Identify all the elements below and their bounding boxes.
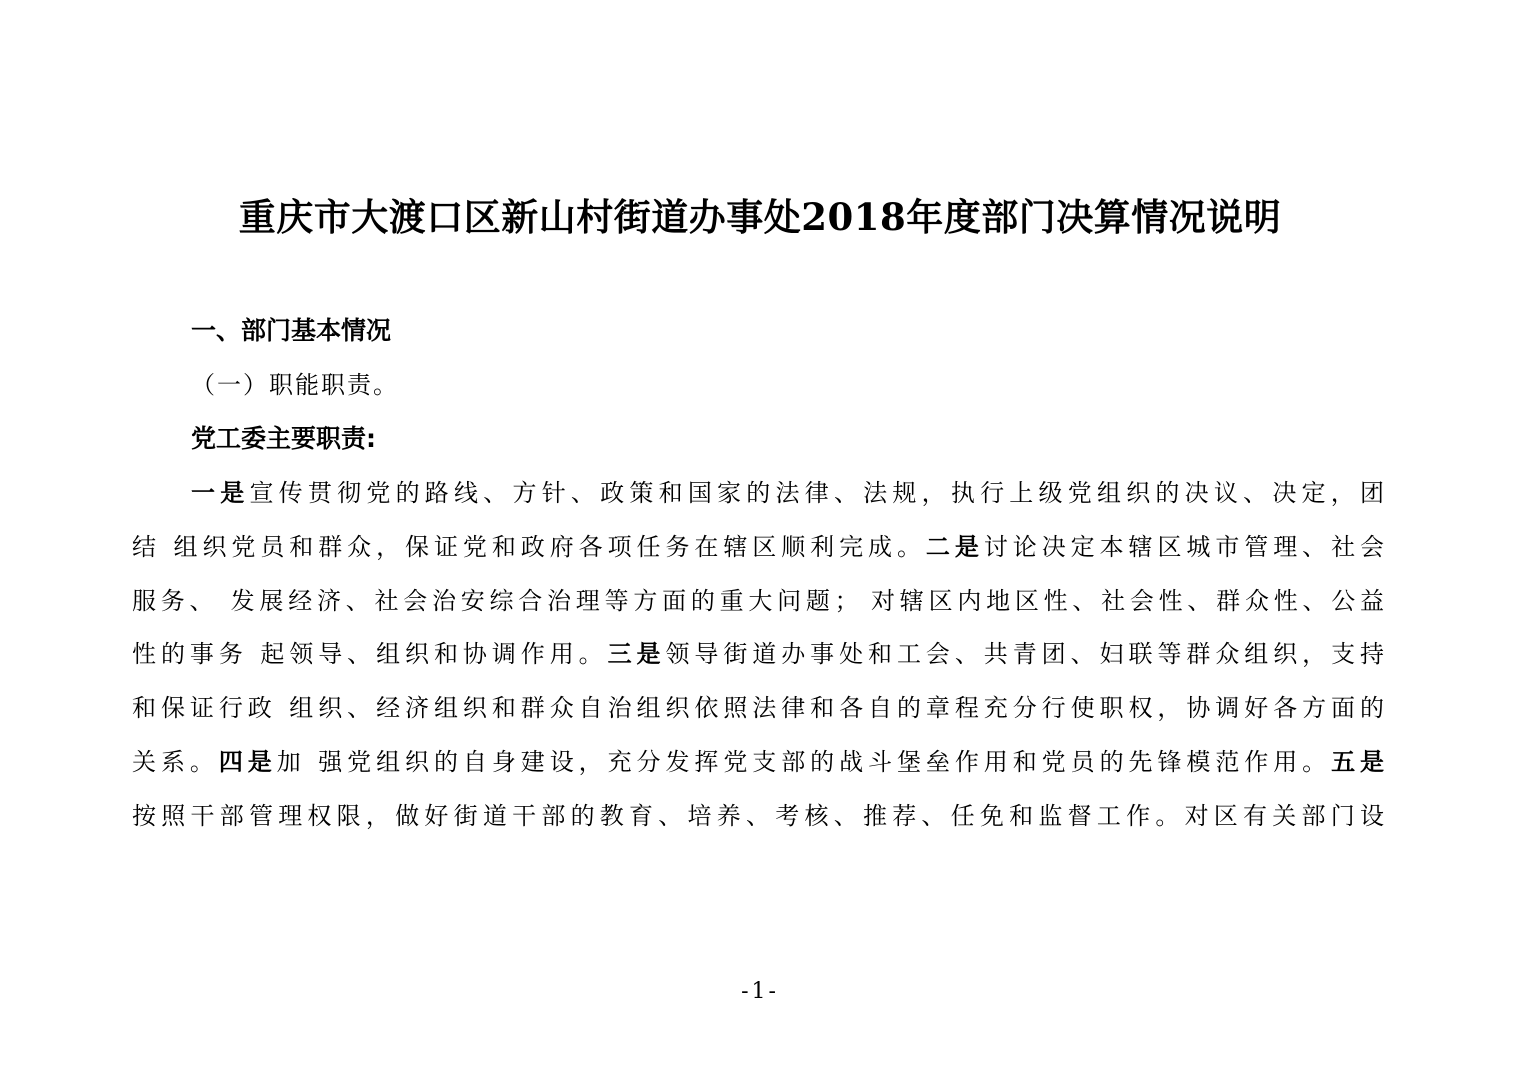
line-text: 宣传贯彻党的路线、方针、政策和国家的法律、法规，执行上级党组织的决议、决定，团 xyxy=(249,479,1385,507)
line-text: 按照干部管理权限，做好街道干部的教育、培养、考核、推荐、任免和监督工作。对区有关部门设 xyxy=(132,802,1384,830)
keyword: 二是 xyxy=(925,533,984,561)
line-text: 关系。 xyxy=(132,748,219,776)
paragraph-line xyxy=(132,797,1384,835)
line-text: 讨论决定本辖区城市管理、社会 xyxy=(983,533,1385,561)
paragraph-line xyxy=(132,689,1384,727)
keyword: 三是 xyxy=(607,640,666,668)
line-text: 和保证行政 组织、经济组织和群众自治组织依照法律和各自的章程充分行使职权，协调好各方面的 xyxy=(132,694,1384,722)
line-text: 结 组织党员和群众，保证党和政府各项任务在辖区顺利完成。 xyxy=(132,533,926,561)
keyword: 一是 xyxy=(191,479,250,507)
paragraph-line xyxy=(132,743,1384,781)
line-text: 加 强党组织的自身建设，充分发挥党支部的战斗堡垒作用和党员的先锋模范作用。 xyxy=(276,748,1332,776)
keyword: 四是 xyxy=(218,748,277,776)
section-heading: 一、部门基本情况 xyxy=(191,316,392,345)
document-title: 重庆市大渡口区新山村街道办事处2018年度部门决算情况说明 xyxy=(238,195,1282,239)
line-text: 领导街道办事处和工会、共青团、妇联等群众组织，支持 xyxy=(665,640,1385,668)
paragraph-line xyxy=(132,582,1384,620)
keyword: 五是 xyxy=(1331,748,1385,776)
subsection-heading: （一）职能职责。 xyxy=(191,371,399,399)
paragraph-line xyxy=(191,474,1384,512)
line-text: 服务、 发展经济、社会治安综合治理等方面的重大问题； 对辖区内地区性、社会性、群众性、公益 xyxy=(132,587,1384,615)
paragraph-line xyxy=(132,528,1384,566)
paragraph-line xyxy=(132,635,1384,673)
party-committee-heading: 党工委主要职责: xyxy=(191,424,376,453)
line-text: 性的事务 起领导、组织和协调作用。 xyxy=(132,640,608,668)
page-number: -1- xyxy=(741,979,779,1004)
